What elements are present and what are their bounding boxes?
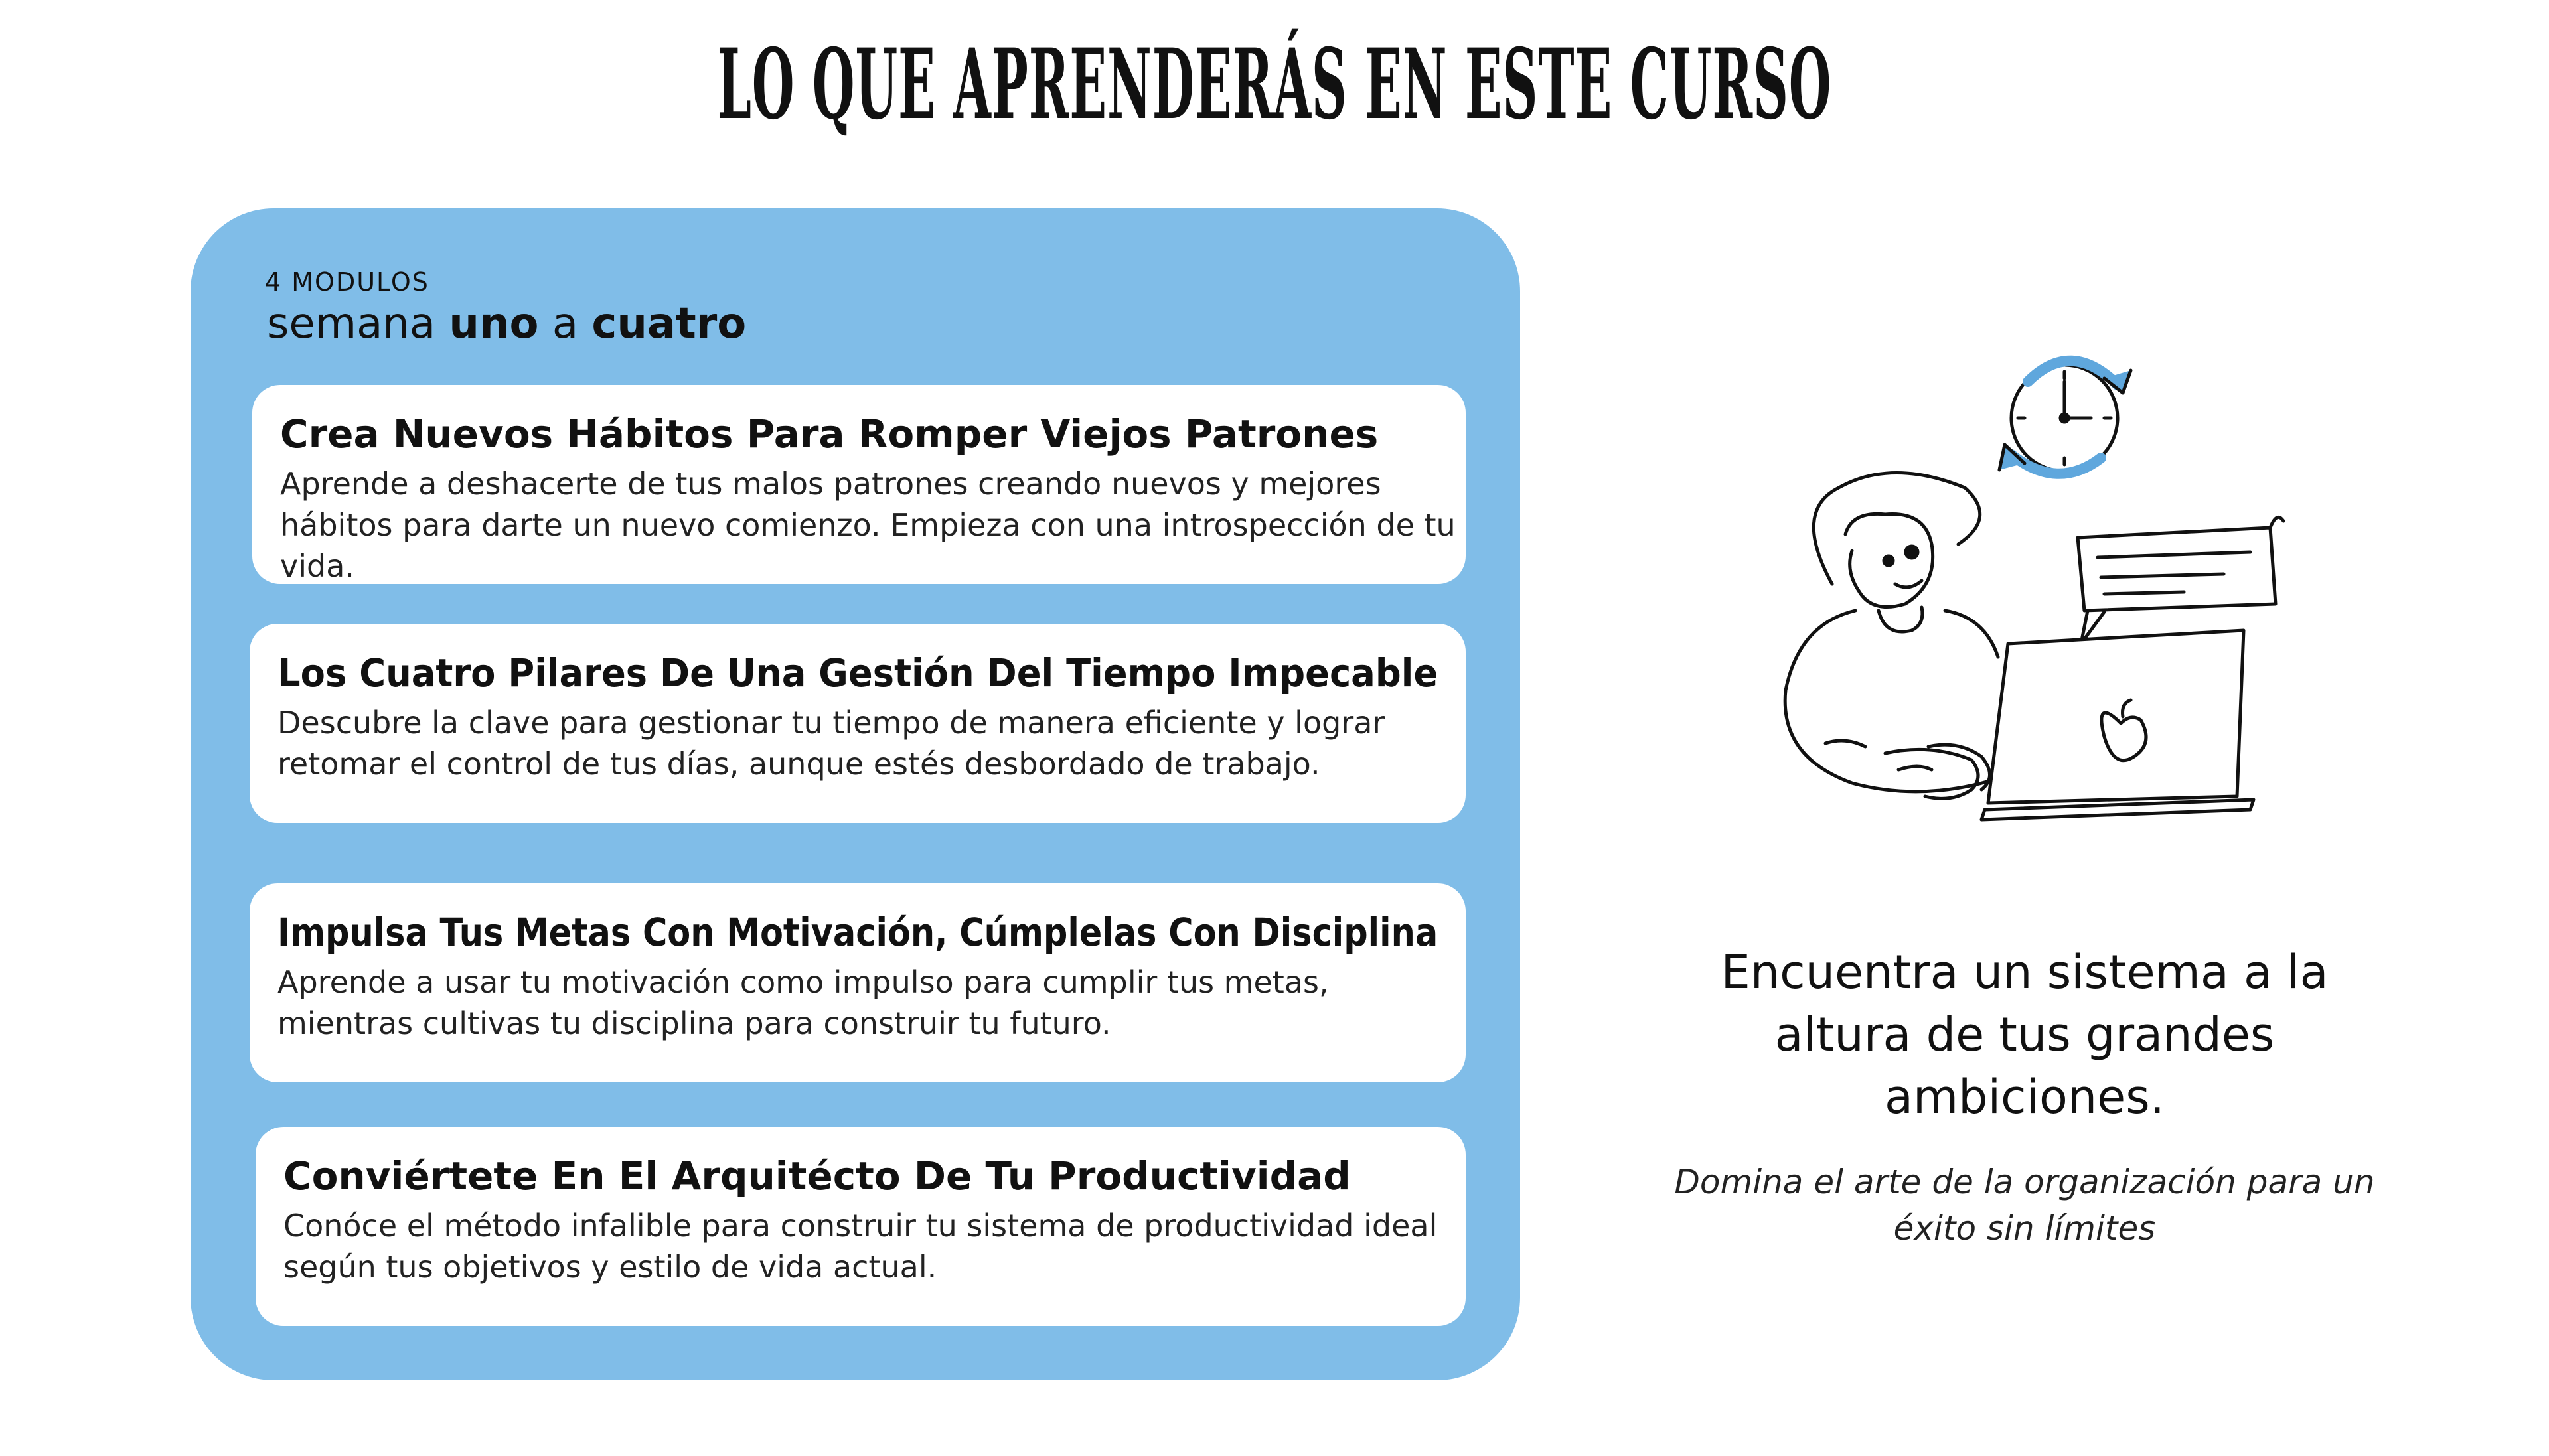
module-card-3	[250, 883, 1466, 1082]
person-with-laptop-icon	[1785, 473, 2254, 820]
module-title: Conviértete En El Arquitécto De Tu Productividad	[283, 1153, 1351, 1199]
module-description: Aprende a deshacerte de tus malos patrones creando nuevos y mejores hábitos para darte un nuevo comienzo. Empieza con una introspección de tu vida.	[280, 466, 1456, 584]
module-card-4	[256, 1127, 1466, 1326]
module-description: Conóce el método infalible para construir tu sistema de productividad ideal según tus objetivos y estilo de vida actual.	[283, 1208, 1438, 1285]
modules-count-label: 4 MODULOS	[265, 267, 429, 297]
weeks-start: uno	[449, 299, 539, 348]
subtagline: Domina el arte de la organización para un éxito sin límites	[1674, 1163, 2375, 1248]
module-title: Impulsa Tus Metas Con Motivación, Cúmplelas Con Disciplina	[277, 910, 1438, 955]
weeks-range	[267, 297, 746, 350]
module-title: Crea Nuevos Hábitos Para Romper Viejos Patrones	[280, 411, 1379, 457]
module-card-2	[250, 624, 1466, 823]
module-card-1	[252, 385, 1466, 584]
module-description: Aprende a usar tu motivación como impulso para cumplir tus metas, mientras cultivas tu disciplina para construir tu futuro.	[277, 964, 1329, 1041]
speech-bubble-icon	[2078, 517, 2283, 644]
weeks-prefix: semana	[267, 299, 436, 348]
tagline: Encuentra un sistema a la altura de tus grandes ambiciones.	[1721, 945, 2329, 1124]
weeks-end: cuatro	[591, 299, 747, 348]
module-title: Los Cuatro Pilares De Una Gestión Del Tiempo Impecable	[277, 650, 1438, 695]
module-description: Descubre la clave para gestionar tu tiempo de manera eficiente y lograr retomar el control de tus días, aunque estés desbordado de trabajo.	[277, 705, 1385, 782]
weeks-connector: a	[552, 299, 579, 348]
page-title: LO QUE APRENDERÁS EN ESTE CURSO	[717, 28, 1832, 141]
illustration	[1759, 345, 2356, 903]
clock-cycle-icon	[1999, 361, 2131, 474]
